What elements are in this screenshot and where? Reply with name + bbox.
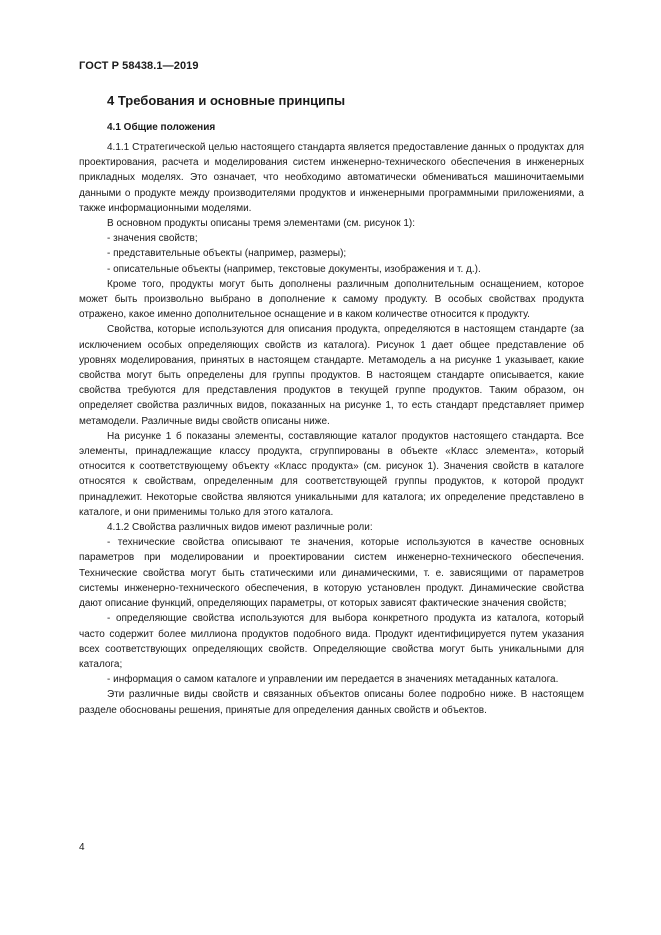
section-title: 4 Требования и основные принципы	[107, 93, 346, 108]
list-item: - значения свойств;	[107, 233, 198, 245]
paragraph: В основном продукты описаны тремя элементами (см. рисунок 1):	[107, 218, 416, 230]
paragraph: На рисунке 1 б показаны элементы, составляющие каталог продуктов настоящего стандарта. Все элементы, принадлежащие классу продукта, сгруппированы в объекте «Класс элемента», который относится к соответствующему объекту «Класс продукта» (см. рисунок 1). Значения свойств в каталоге относятся к свойствам, определенным для соответствующей группы продуктов, к которой продукт принадлежит. Некоторые свойства являются уникальными для каталога; их определение представлено в каталоге, и они применимы только для этого каталога.	[79, 430, 584, 518]
page-number: 4	[79, 842, 85, 853]
paragraph: Эти различные виды свойств и связанных объектов описаны более подробно ниже. В настоящем разделе обоснованы решения, принятые для определения данных свойств и объектов.	[79, 689, 584, 716]
list-item: - представительные объекты (например, размеры);	[107, 248, 347, 260]
paragraph: Кроме того, продукты могут быть дополнены различным дополнительным оснащением, которое может быть произвольно выбрано в дополнение к самому продукту. В особых свойствах продукта отражено, какое именно дополнительное оснащение и в каком количестве относится к продукту.	[79, 278, 584, 321]
body-text	[79, 140, 584, 718]
list-item: - определяющие свойства используются для выбора конкретного продукта из каталога, который часто содержит более миллиона продуктов подобного вида. Продукт идентифицируется путем указания всех соответствующих определяющих свойств. Определяющие свойства могут быть уникальными для каталога;	[79, 613, 584, 670]
subsection-title: 4.1 Общие положения	[107, 122, 216, 133]
paragraph: 4.1.2 Свойства различных видов имеют различные роли:	[107, 522, 373, 534]
list-item: - технические свойства описывают те значения, которые используются в качестве основных параметров при моделировании и проектировании систем инженерно-технического обеспечения. Технические свойства могут быть статическими или динамическими, т. е. зависящими от параметров системы инженерно-технического обеспечения, в которую установлен продукт. Динамические свойства дают описание функций, определяющих параметры, от которых зависят фактические значения свойств;	[79, 537, 584, 610]
paragraph: Свойства, которые используются для описания продукта, определяются в настоящем стандарте (за исключением особых определяющих свойств из каталога). Рисунок 1 дает общее представление об уровнях моделирования, принятых в настоящем стандарте. Метамодель а на рисунке 1 указывает, какие свойства могут быть определены для группы продуктов. В настоящем стандарте описывается, какие свойства требуются для представления продуктов в текущей группе продуктов. Таким образом, он определяет свойства различных видов, показанных на рисунке 1, то есть стандарт представляет пример метамодели. Различные виды свойств описаны ниже.	[79, 324, 584, 427]
list-item: - информация о самом каталоге и управлении им передается в значениях метаданных каталога.	[107, 674, 559, 686]
list-item: - описательные объекты (например, текстовые документы, изображения и т. д.).	[107, 263, 481, 275]
paragraph: 4.1.1 Стратегической целью настоящего стандарта является предоставление данных о продуктах для проектирования, расчета и моделирования систем инженерно-технического обеспечения в инженерных прикладных моделях. Это означает, что необходимо автоматически обмениваться машиночитаемыми данными о продукте между производителями продуктов и инженерными программными приложениями, а также информационными моделями.	[79, 142, 584, 214]
standard-header: ГОСТ Р 58438.1—2019	[79, 60, 199, 72]
